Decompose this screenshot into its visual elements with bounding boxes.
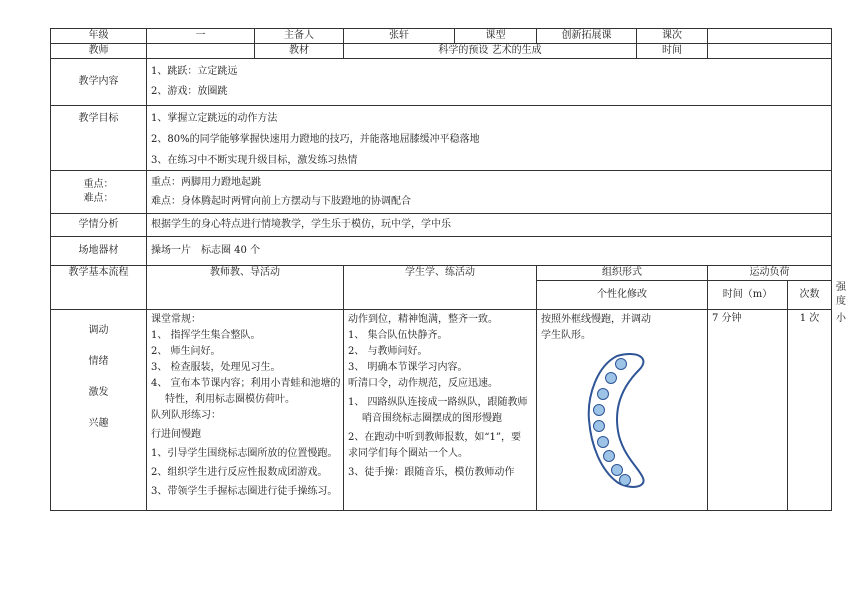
lesson-plan [50, 28, 846, 511]
student-line: 哨音围绕标志圈摆成的图形慢跑 [362, 413, 502, 424]
grade-label: 年级 [51, 29, 147, 44]
objective-line: 2、80%的同学能够掌握快速用力蹬地的技巧，并能落地屈膝缓冲平稳落地 [151, 134, 480, 145]
teacher-line: 行进间慢跑 [151, 429, 201, 440]
material-label: 教材 [255, 44, 344, 59]
teacher-line: 4、 宣布本节课内容；利用小青蛙和池塘的 [151, 378, 341, 389]
student-activity-header: 学生学、练活动 [344, 266, 537, 310]
load-header: 运动负荷 [708, 266, 832, 281]
teacher-line: 3、 检查服装，处理见习生。 [151, 362, 281, 373]
marker-circle [612, 465, 623, 476]
difficulty-text: 难点：身体腾起时两臂向前上方摆动与下肢蹬地的协调配合 [151, 195, 411, 207]
student-line: 3、 明确本节课学习内容。 [348, 362, 468, 373]
teacher-line: 2、 师生问好。 [151, 346, 221, 357]
student-line: 3、徒手操：跟随音乐，模仿教师动作 [348, 467, 515, 478]
org-subheader: 个性化修改 [537, 281, 708, 310]
equipment-label: 场地器材 [51, 237, 147, 266]
teacher-line: 特性，利用标志圈模仿荷叶。 [165, 394, 295, 405]
marker-circle [616, 359, 627, 370]
marker-circle [598, 389, 609, 400]
org-line: 学生队形。 [541, 330, 591, 341]
flow-header: 教学基本流程 [51, 266, 147, 310]
org-cell [537, 310, 708, 511]
material-value: 科学的预设 艺术的生成 [344, 44, 637, 59]
type-value: 创新拓展课 [537, 29, 637, 44]
key-cell [147, 171, 832, 214]
difficulty-label: 难点： [83, 193, 114, 204]
flow-step: 激发 [88, 387, 109, 398]
marker-circle [594, 421, 605, 432]
teacher-activity-header: 教师教、导活动 [147, 266, 344, 310]
key-label-cell [51, 171, 147, 214]
teacher-activity-cell [147, 310, 344, 511]
objectives-label: 教学目标 [51, 106, 147, 171]
student-activity-cell [344, 310, 537, 511]
key-point-text: 重点：两脚用力蹬地起跳 [151, 176, 261, 188]
teacher-line: 队列队形练习： [151, 410, 221, 421]
objective-line: 1、掌握立定跳远的动作方法 [151, 113, 278, 124]
objectives-cell [147, 106, 832, 171]
student-line: 1、 集合队伍快静齐。 [348, 330, 448, 341]
formation-dots [594, 359, 631, 486]
teacher-line: 1、引导学生围绕标志圈所放的位置慢跑。 [151, 448, 338, 459]
type-label: 课型 [455, 29, 537, 44]
teacher-line: 2、组织学生进行反应性报数成团游戏。 [151, 467, 328, 478]
lesson-plan-table: 年级 一 主备人 张轩 课型 创新拓展课 课次 教师 教材 科学的预设 艺术的生成 时间 教学内容 1、跳跃：立定跳远 2、游戏：放圈跳 教学目标 1、掌握立定跳远的动作方法 2、80%的同学能够掌握快速用力蹬地的技巧，并能落地屈膝缓冲平稳落地 3、在练习中不断实现升级目标，激发练习热情 重点： 难点： 重点：两脚用力蹬地起跳 难点：身体腾起时两臂向前上方摆动与下肢蹬地的协调配合 学情分析 根据学生的身心特点进行情境教学，学生乐于模仿，玩中学，学中乐 场地器材 操场一片 标志圈 40 个 教学基本流程 教师教、导活动 学生学、练活动 组织形式 运动负荷 个性化修改 时间（m） 次数 强度 调动 情绪 激发 兴趣 课堂常规： 1、 指挥学生集合整队。 2、 师生问好。 3、 检查服装，处理见习生。 4、 宣布本节课内容；利用小青蛙和池塘的 特性，利用标志圈模仿荷叶。 队列队形练习： 行进间慢跑 1、引导学生围绕标志圈所放的位置慢跑。 2、组织学生进行反应性报数成团游戏。 3、带领学生手握标志圈进行徒手操练习。 动作到位，精神饱满，整齐一致。 1、 集合队伍快静齐。 2、 与教师问好。 3、 明确本节课学习内容。 听清口令，动作规范，反应迅速。 1、 四路纵队连接成一路纵队，跟随教师 哨音围绕标志圈摆成的图形慢跑 2、在跑动中听到教师报数，如“1”，要 求同学们每个圈站一个人。 3、徒手操：跟随音乐，模仿教师动作 按照外框线慢跑，并调动 学生队形。 7 分钟 1 次 小 [50, 28, 832, 511]
teacher-label: 教师 [51, 44, 147, 59]
marker-circle [606, 373, 617, 384]
marker-circle [594, 405, 605, 416]
flow-cell [51, 310, 147, 511]
content-line: 1、跳跃：立定跳远 [151, 66, 238, 77]
time-value-cell: 7 分钟 [708, 310, 788, 511]
content-cell [147, 59, 832, 106]
lesson-value [708, 29, 832, 44]
student-line: 1、 四路纵队连接成一路纵队，跟随教师 [348, 397, 528, 408]
teacher-value [147, 44, 255, 59]
time-header: 时间（m） [708, 281, 788, 310]
preparer-value: 张轩 [344, 29, 455, 44]
flow-step: 调动 [88, 325, 109, 336]
org-header: 组织形式 [537, 266, 708, 281]
equipment-text: 操场一片 标志圈 40 个 [147, 237, 832, 266]
student-line: 动作到位，精神饱满，整齐一致。 [348, 314, 498, 325]
student-line: 求同学们每个圈站一个人。 [348, 448, 468, 459]
grade-value: 一 [147, 29, 255, 44]
lesson-label: 课次 [637, 29, 708, 44]
content-label: 教学内容 [51, 59, 147, 106]
student-line: 2、 与教师问好。 [348, 346, 428, 357]
teacher-line: 课堂常规： [151, 314, 201, 325]
teacher-line: 1、 指挥学生集合整队。 [151, 330, 261, 341]
preparer-label: 主备人 [255, 29, 344, 44]
time-label: 时间 [637, 44, 708, 59]
flow-step: 兴趣 [88, 418, 109, 429]
marker-circle [598, 437, 609, 448]
student-line: 听清口令，动作规范，反应迅速。 [348, 378, 498, 389]
analysis-label: 学情分析 [51, 214, 147, 237]
analysis-text: 根据学生的身心特点进行情境教学，学生乐于模仿，玩中学，学中乐 [147, 214, 832, 237]
key-point-label: 重点： [83, 179, 114, 190]
content-line: 2、游戏：放圈跳 [151, 86, 228, 97]
count-header: 次数 [788, 281, 832, 310]
student-line: 2、在跑动中听到教师报数，如“1”，要 [348, 432, 521, 443]
org-line: 按照外框线慢跑，并调动 [541, 314, 651, 325]
marker-circle [620, 475, 631, 486]
marker-circle [604, 451, 615, 462]
formation-diagram [577, 350, 657, 490]
flow-step: 情绪 [88, 356, 109, 367]
objective-line: 3、在练习中不断实现升级目标，激发练习热情 [151, 155, 358, 166]
time-value [708, 44, 832, 59]
teacher-line: 3、带领学生手握标志圈进行徒手操练习。 [151, 486, 338, 497]
count-value-cell: 1 次 [788, 310, 832, 511]
